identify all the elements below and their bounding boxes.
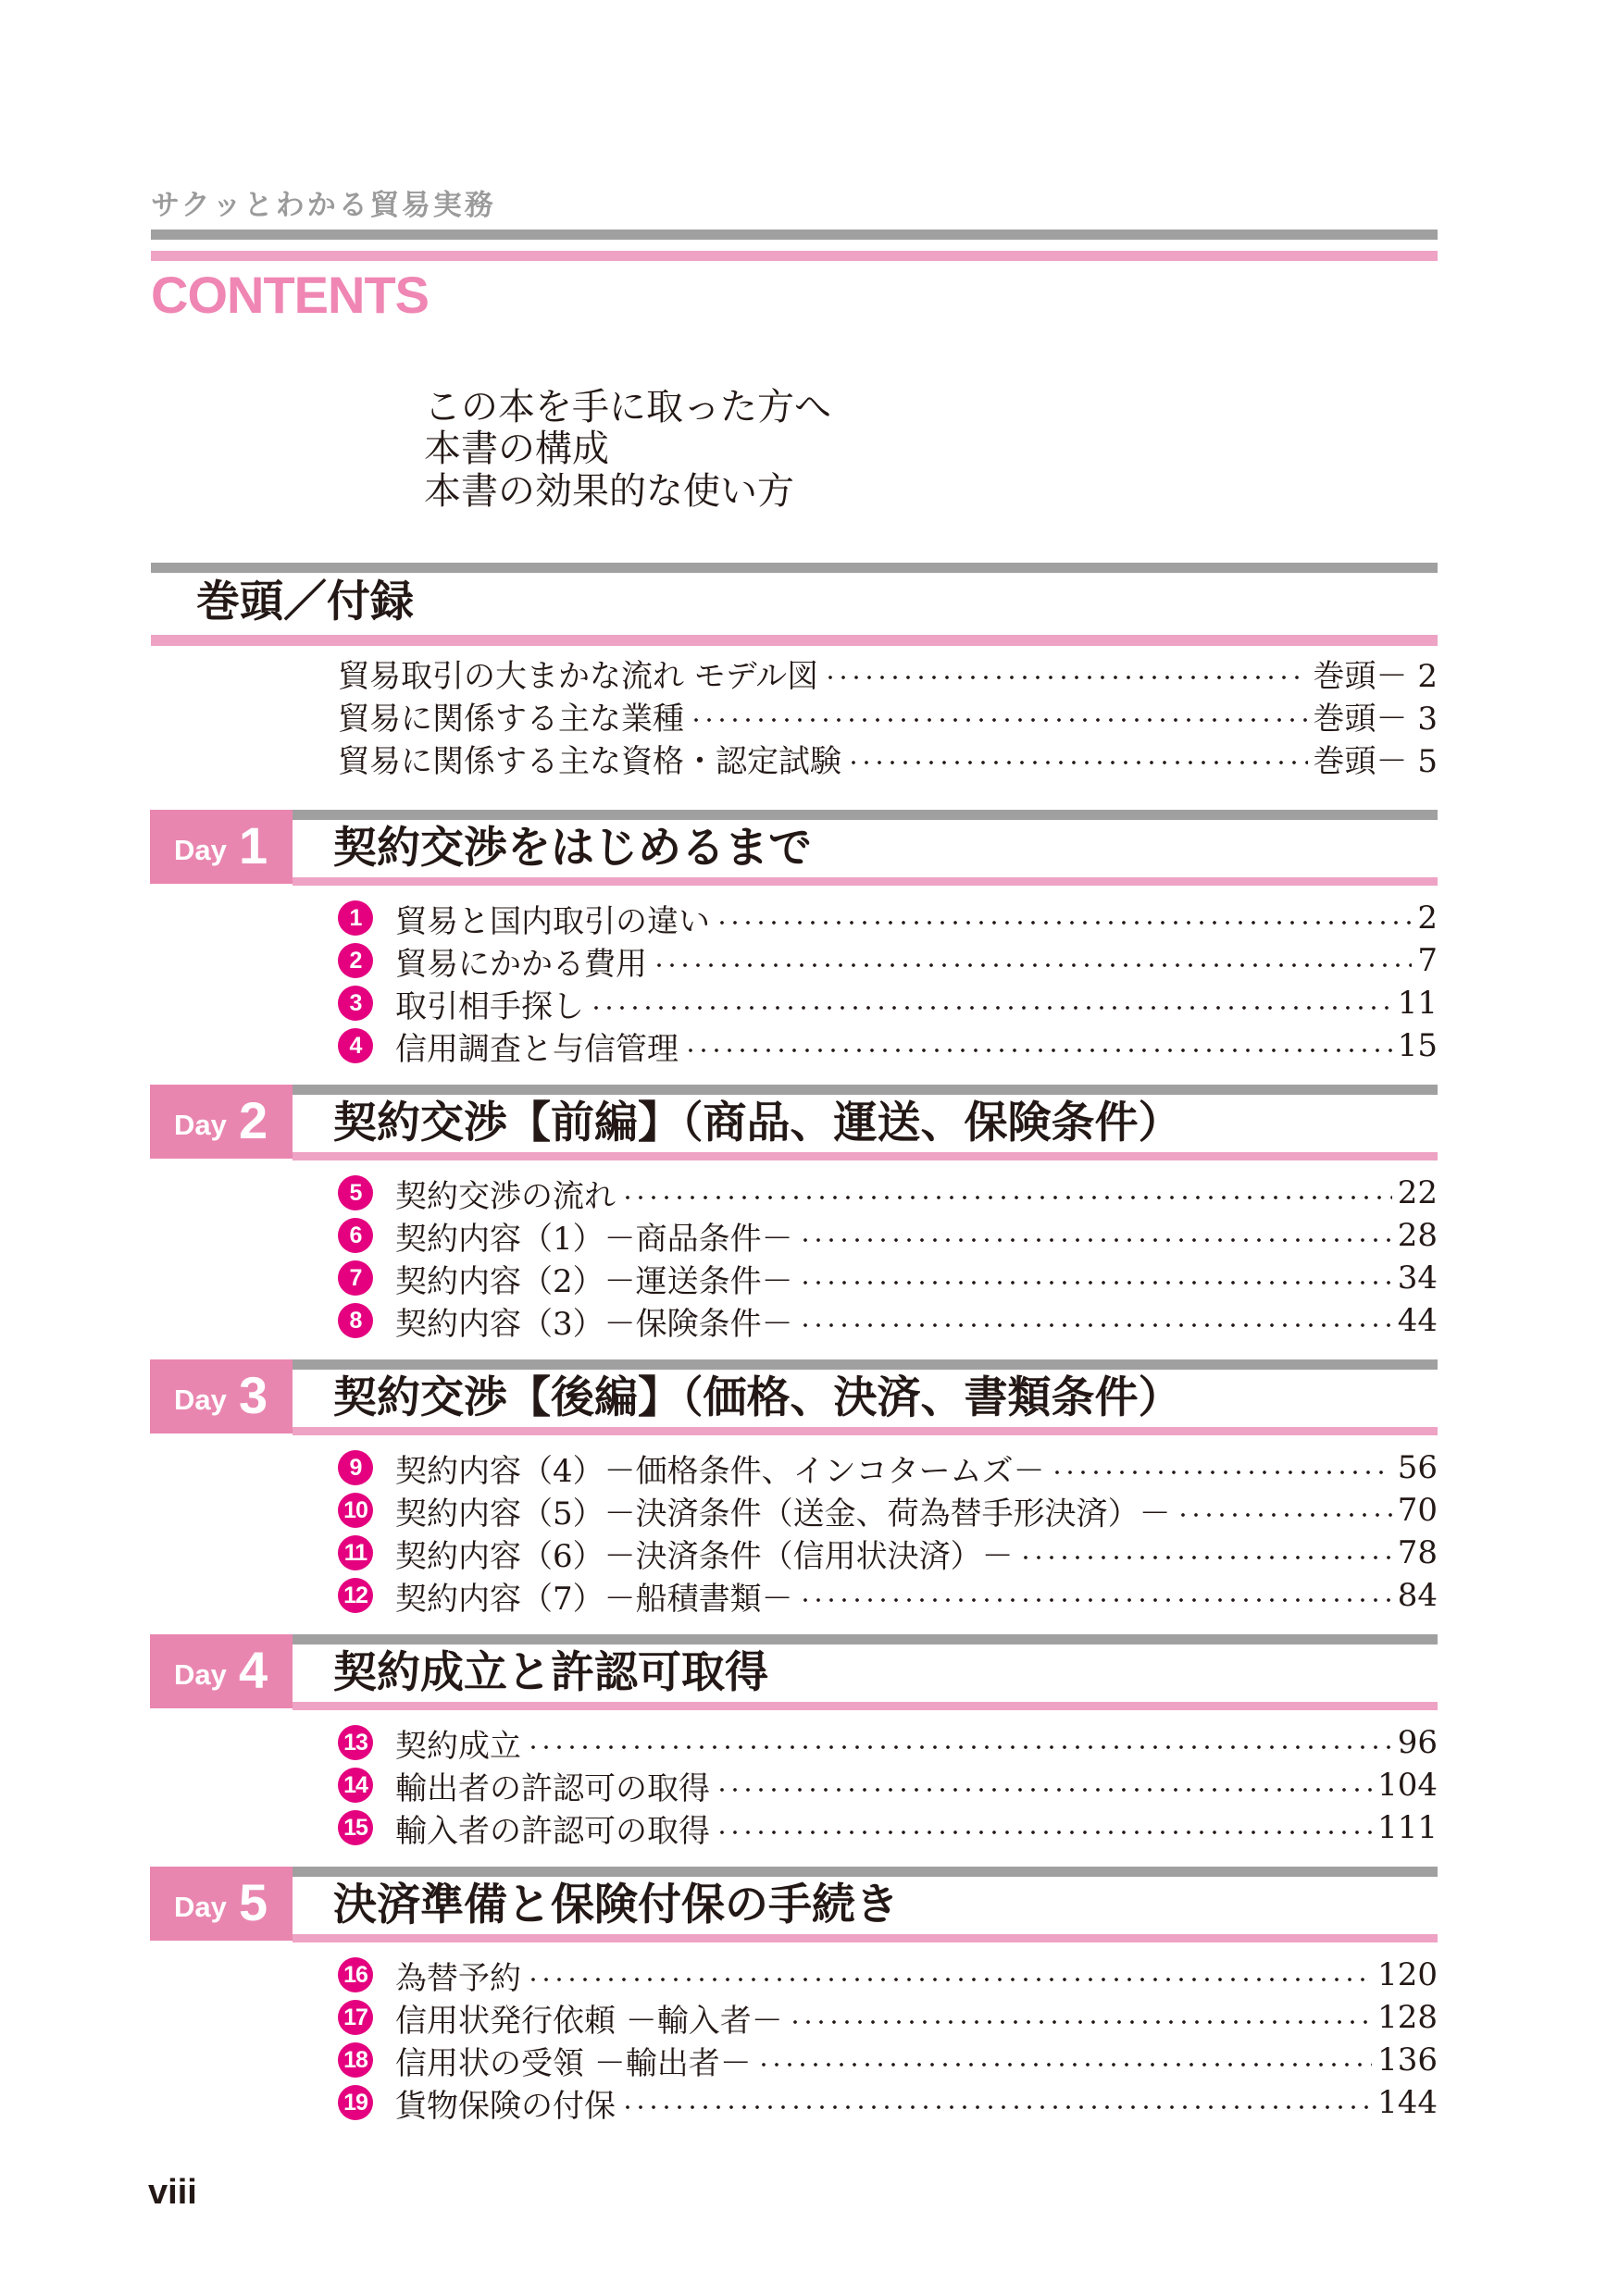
appendix-rule-gray [151,563,1438,573]
page-number: viii [148,2173,197,2212]
day-title: 契約成立と許認可取得 [333,1647,768,1698]
dot-leader [1177,1512,1392,1518]
item-number-badge: 15 [338,1810,373,1845]
book-title: サクッとわかる貿易実務 [151,189,496,222]
item-page: 34 [1397,1260,1438,1297]
toc-item [338,1446,1438,1489]
day-label: Day [174,1658,227,1691]
day-title: 契約交渉【前編】（商品、運送、保険条件） [333,1098,1182,1148]
item-title: 貨物保険の付保 [395,2087,616,2125]
item-page: 11 [1397,985,1438,1022]
day-label: Day [174,1384,227,1416]
item-number-badge: 5 [338,1175,373,1210]
day-rule-pink [293,1702,1438,1710]
appendix-item [338,652,1438,694]
item-number-badge: 19 [338,2085,373,2120]
dot-leader [527,1977,1372,1982]
item-page: 70 [1397,1492,1438,1529]
item-page: 44 [1397,1302,1438,1339]
item-title: 貿易に関係する主な資格・認定試験 [338,742,841,780]
item-page: 28 [1397,1217,1438,1254]
header-rule-pink [151,251,1438,261]
appendix-rule-pink [151,635,1438,646]
item-number-badge: 13 [338,1725,373,1760]
item-number-badge: 4 [338,1028,373,1063]
item-page: 96 [1397,1724,1438,1761]
item-number-badge: 6 [338,1218,373,1253]
item-number-badge: 17 [338,2000,373,2035]
item-page: 2 [1417,900,1438,937]
appendix-item [338,737,1438,779]
item-title: 信用状の受領 －輸出者－ [395,2044,752,2082]
item-title: 貿易取引の大まかな流れ モデル図 [338,657,819,695]
toc-item [338,2081,1438,2124]
appendix-title: 巻頭／付録 [196,577,414,627]
item-number-badge: 8 [338,1303,373,1338]
dot-leader [799,1280,1392,1285]
contents-heading: CONTENTS [151,266,429,324]
item-title: 契約内容（5）－決済条件（送金、荷為替手形決済）－ [395,1495,1171,1533]
toc-item [338,897,1438,939]
dot-leader [621,1195,1392,1200]
dot-leader [716,1787,1372,1793]
intro-item: この本を手に取った方へ [424,386,831,428]
item-number-badge: 11 [338,1535,373,1570]
item-title: 信用調査と与信管理 [395,1030,679,1068]
item-title: 貿易に関係する主な業種 [338,700,684,738]
item-number-badge: 12 [338,1578,373,1613]
toc-item [338,1024,1438,1067]
item-page: 111 [1377,1809,1438,1846]
dot-leader [690,717,1308,723]
dot-leader [621,2104,1372,2110]
item-title: 契約内容（2）－運送条件－ [395,1262,793,1300]
item-page: 128 [1377,1999,1438,2036]
item-number-badge: 9 [338,1450,373,1485]
day-title: 契約交渉をはじめるまで [333,823,812,874]
day-badge [150,1359,293,1433]
toc-item [338,1721,1438,1764]
day-number: 5 [239,1873,268,1931]
day-rule-pink [293,1934,1438,1942]
item-title: 契約内容（3）－保険条件－ [395,1305,793,1343]
dot-leader [824,675,1307,680]
dot-leader [799,1597,1392,1603]
dot-leader [716,1830,1372,1835]
toc-item [338,982,1438,1024]
item-title: 契約内容（7）－船積書類－ [395,1580,793,1618]
day-number: 1 [239,816,268,875]
item-page: 7 [1417,942,1438,979]
dot-leader [789,2019,1372,2025]
toc-item [338,1996,1438,2039]
item-number-badge: 3 [338,986,373,1021]
item-page: 22 [1397,1174,1438,1211]
item-page: 15 [1397,1027,1438,1064]
day-badge [150,810,293,884]
item-number-badge: 7 [338,1260,373,1296]
item-title: 輸出者の許認可の取得 [395,1769,710,1807]
day-label: Day [174,1109,227,1141]
item-title: 貿易にかかる費用 [395,945,647,983]
dot-leader [590,1005,1392,1011]
day-rule-gray [293,1867,1438,1877]
dot-leader [653,962,1412,968]
dot-leader [847,760,1308,765]
toc-item [338,1172,1438,1214]
toc-item [338,1214,1438,1257]
item-number-badge: 18 [338,2042,373,2078]
item-page: 104 [1377,1767,1438,1804]
item-page: 巻頭－ 2 [1313,657,1438,695]
item-page: 巻頭－ 5 [1313,742,1438,780]
day-rule-gray [293,1085,1438,1095]
toc-item [338,1299,1438,1342]
day-label: Day [174,834,227,866]
item-page: 120 [1377,1956,1438,1993]
toc-item [338,1954,1438,1996]
item-number-badge: 10 [338,1493,373,1528]
day-badge [150,1085,293,1159]
item-title: 契約内容（4）－価格条件、インコタームズ－ [395,1452,1045,1490]
day-title: 決済準備と保険付保の手続き [333,1880,899,1930]
day-rule-pink [293,1427,1438,1435]
day-rule-gray [293,1359,1438,1370]
item-page: 136 [1377,2042,1438,2079]
item-page: 144 [1377,2084,1438,2121]
day-title: 契約交渉【後編】（価格、決済、書類条件） [333,1372,1182,1423]
item-page: 56 [1397,1449,1438,1486]
day-rule-pink [293,1152,1438,1160]
day-label: Day [174,1891,227,1923]
item-title: 貿易と国内取引の違い [395,902,710,940]
intro-item: 本書の構成 [424,428,609,470]
dot-leader [1019,1555,1392,1560]
dot-leader [716,920,1412,925]
item-title: 契約成立 [395,1727,521,1765]
item-title: 信用状発行依頼 －輸入者－ [395,2002,783,2040]
item-page: 78 [1397,1534,1438,1571]
toc-item [338,1574,1438,1617]
day-rule-pink [293,877,1438,886]
item-number-badge: 1 [338,900,373,936]
day-rule-gray [293,810,1438,820]
toc-item [338,1764,1438,1806]
dot-leader [799,1237,1392,1243]
day-badge [150,1867,293,1941]
toc-item [338,2039,1438,2081]
item-title: 契約交渉の流れ [395,1177,616,1215]
toc-item [338,1489,1438,1532]
intro-item: 本書の効果的な使い方 [424,470,794,513]
dot-leader [799,1322,1392,1328]
dot-leader [527,1744,1392,1750]
day-number: 3 [239,1366,268,1424]
dot-leader [1051,1470,1392,1475]
item-title: 契約内容（1）－商品条件－ [395,1220,793,1258]
dot-leader [684,1048,1392,1053]
toc-item [338,1257,1438,1299]
day-rule-gray [293,1634,1438,1644]
item-title: 為替予約 [395,1959,521,1997]
item-title: 輸入者の許認可の取得 [395,1812,710,1850]
appendix-item [338,694,1438,737]
item-number-badge: 2 [338,943,373,978]
item-number-badge: 14 [338,1768,373,1803]
header-rule-gray [151,230,1438,240]
item-title: 取引相手探し [395,987,584,1025]
toc-item [338,1532,1438,1574]
item-title: 契約内容（6）－決済条件（信用状決済）－ [395,1537,1014,1575]
item-page: 84 [1397,1577,1438,1614]
day-badge [150,1634,293,1708]
item-number-badge: 16 [338,1957,373,1992]
day-number: 4 [239,1641,268,1699]
day-number: 2 [239,1091,268,1149]
toc-item [338,1806,1438,1849]
toc-item [338,939,1438,982]
dot-leader [757,2062,1372,2067]
item-page: 巻頭－ 3 [1313,700,1438,738]
